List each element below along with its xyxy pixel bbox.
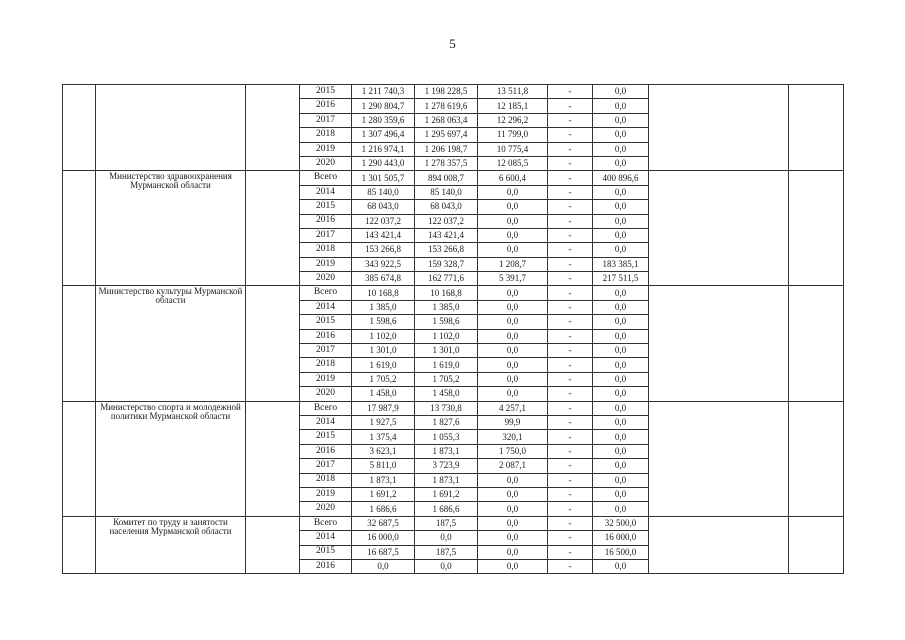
federal-budget-cell: 0,0 [478, 228, 548, 242]
period-cell: 2019 [300, 487, 352, 501]
regional-budget-cell: 0,0 [415, 531, 478, 545]
local-budget-cell: - [548, 358, 593, 372]
period-cell: 2020 [300, 502, 352, 516]
total-amount-cell: 0,0 [352, 559, 415, 573]
period-cell: 2017 [300, 344, 352, 358]
total-amount-cell: 1 301,0 [352, 344, 415, 358]
total-amount-cell: 1 458,0 [352, 387, 415, 401]
total-amount-cell: 1 385,0 [352, 300, 415, 314]
local-budget-cell: - [548, 329, 593, 343]
period-cell: 2016 [300, 329, 352, 343]
federal-budget-cell: 0,0 [478, 185, 548, 199]
local-budget-cell: - [548, 559, 593, 573]
result-column-cell [649, 171, 789, 286]
local-budget-cell: - [548, 344, 593, 358]
federal-budget-cell: 1 750,0 [478, 444, 548, 458]
period-cell: Всего [300, 516, 352, 530]
federal-budget-cell: 0,0 [478, 387, 548, 401]
regional-budget-cell: 1 295 697,4 [415, 128, 478, 142]
total-amount-cell: 1 619,0 [352, 358, 415, 372]
table-row [63, 171, 844, 185]
period-cell: 2014 [300, 531, 352, 545]
organization-cell: Комитет по труду и занятости населения Мурманской области [96, 516, 246, 574]
total-amount-cell: 85 140,0 [352, 185, 415, 199]
local-budget-cell: - [548, 545, 593, 559]
federal-budget-cell: 0,0 [478, 372, 548, 386]
table-row [63, 516, 844, 530]
period-cell: 2015 [300, 430, 352, 444]
local-budget-cell: - [548, 85, 593, 99]
period-cell: 2015 [300, 200, 352, 214]
local-budget-cell: - [548, 473, 593, 487]
other-sources-cell: 0,0 [593, 200, 649, 214]
regional-budget-cell: 187,5 [415, 516, 478, 530]
federal-budget-cell: 0,0 [478, 300, 548, 314]
total-amount-cell: 1 598,6 [352, 315, 415, 329]
other-sources-cell: 0,0 [593, 156, 649, 170]
other-sources-cell: 32 500,0 [593, 516, 649, 530]
total-amount-cell: 1 873,1 [352, 473, 415, 487]
total-amount-cell: 1 686,6 [352, 502, 415, 516]
total-amount-cell: 1 290 804,7 [352, 99, 415, 113]
other-sources-cell: 217 511,5 [593, 272, 649, 286]
result-column-cell [649, 85, 789, 171]
federal-budget-cell: 4 257,1 [478, 401, 548, 415]
regional-budget-cell: 13 730,8 [415, 401, 478, 415]
period-cell: 2015 [300, 85, 352, 99]
regional-budget-cell: 1 198 228,5 [415, 85, 478, 99]
local-budget-cell: - [548, 444, 593, 458]
other-sources-cell: 0,0 [593, 444, 649, 458]
row-number-cell [63, 85, 96, 171]
local-budget-cell: - [548, 315, 593, 329]
federal-budget-cell: 12 085,5 [478, 156, 548, 170]
other-sources-cell: 0,0 [593, 300, 649, 314]
federal-budget-cell: 1 208,7 [478, 257, 548, 271]
federal-budget-cell: 10 775,4 [478, 142, 548, 156]
period-cell: 2019 [300, 257, 352, 271]
federal-budget-cell: 99,9 [478, 415, 548, 429]
period-cell: 2018 [300, 128, 352, 142]
local-budget-cell: - [548, 401, 593, 415]
period-cell: 2018 [300, 243, 352, 257]
regional-budget-cell: 162 771,6 [415, 272, 478, 286]
other-sources-cell: 0,0 [593, 401, 649, 415]
total-amount-cell: 1 691,2 [352, 487, 415, 501]
federal-budget-cell: 0,0 [478, 200, 548, 214]
local-budget-cell: - [548, 142, 593, 156]
other-sources-cell: 0,0 [593, 113, 649, 127]
federal-budget-cell: 13 511,8 [478, 85, 548, 99]
other-sources-cell: 0,0 [593, 415, 649, 429]
other-sources-cell: 183 385,1 [593, 257, 649, 271]
regional-budget-cell: 1 301,0 [415, 344, 478, 358]
blank-column-cell [246, 85, 300, 171]
federal-budget-cell: 0,0 [478, 344, 548, 358]
regional-budget-cell: 1 873,1 [415, 473, 478, 487]
table-row [63, 401, 844, 415]
row-number-cell [63, 171, 96, 286]
period-cell: Всего [300, 171, 352, 185]
total-amount-cell: 153 266,8 [352, 243, 415, 257]
period-cell: 2016 [300, 99, 352, 113]
regional-budget-cell: 159 328,7 [415, 257, 478, 271]
local-budget-cell: - [548, 272, 593, 286]
local-budget-cell: - [548, 228, 593, 242]
row-number-cell [63, 286, 96, 401]
federal-budget-cell: 0,0 [478, 487, 548, 501]
regional-budget-cell: 1 598,6 [415, 315, 478, 329]
total-amount-cell: 1 102,0 [352, 329, 415, 343]
local-budget-cell: - [548, 430, 593, 444]
period-cell: 2020 [300, 156, 352, 170]
regional-budget-cell: 10 168,8 [415, 286, 478, 300]
federal-budget-cell: 0,0 [478, 531, 548, 545]
federal-budget-cell: 0,0 [478, 473, 548, 487]
period-cell: 2018 [300, 358, 352, 372]
total-amount-cell: 1 301 505,7 [352, 171, 415, 185]
last-column-cell [789, 516, 844, 574]
result-column-cell [649, 516, 789, 574]
total-amount-cell: 1 280 359,6 [352, 113, 415, 127]
other-sources-cell: 0,0 [593, 430, 649, 444]
last-column-cell [789, 171, 844, 286]
regional-budget-cell: 1 278 357,5 [415, 156, 478, 170]
blank-column-cell [246, 516, 300, 574]
total-amount-cell: 1 290 443,0 [352, 156, 415, 170]
regional-budget-cell: 0,0 [415, 559, 478, 573]
regional-budget-cell: 85 140,0 [415, 185, 478, 199]
local-budget-cell: - [548, 415, 593, 429]
federal-budget-cell: 12 185,1 [478, 99, 548, 113]
regional-budget-cell: 1 686,6 [415, 502, 478, 516]
regional-budget-cell: 1 206 198,7 [415, 142, 478, 156]
other-sources-cell: 0,0 [593, 185, 649, 199]
period-cell: 2015 [300, 545, 352, 559]
blank-column-cell [246, 286, 300, 401]
period-cell: Всего [300, 286, 352, 300]
other-sources-cell: 0,0 [593, 329, 649, 343]
total-amount-cell: 16 000,0 [352, 531, 415, 545]
regional-budget-cell: 894 008,7 [415, 171, 478, 185]
period-cell: 2017 [300, 113, 352, 127]
local-budget-cell: - [548, 286, 593, 300]
total-amount-cell: 1 927,5 [352, 415, 415, 429]
regional-budget-cell: 1 619,0 [415, 358, 478, 372]
period-cell: 2018 [300, 473, 352, 487]
other-sources-cell: 16 000,0 [593, 531, 649, 545]
local-budget-cell: - [548, 214, 593, 228]
federal-budget-cell: 0,0 [478, 315, 548, 329]
local-budget-cell: - [548, 257, 593, 271]
local-budget-cell: - [548, 243, 593, 257]
regional-budget-cell: 1 691,2 [415, 487, 478, 501]
last-column-cell [789, 286, 844, 401]
federal-budget-cell: 0,0 [478, 243, 548, 257]
budget-table [62, 84, 844, 574]
total-amount-cell: 5 811,0 [352, 459, 415, 473]
regional-budget-cell: 153 266,8 [415, 243, 478, 257]
total-amount-cell: 17 987,9 [352, 401, 415, 415]
period-cell: 2019 [300, 372, 352, 386]
other-sources-cell: 0,0 [593, 459, 649, 473]
other-sources-cell: 0,0 [593, 99, 649, 113]
table-body [63, 85, 844, 574]
local-budget-cell: - [548, 387, 593, 401]
regional-budget-cell: 1 873,1 [415, 444, 478, 458]
total-amount-cell: 10 168,8 [352, 286, 415, 300]
other-sources-cell: 0,0 [593, 473, 649, 487]
period-cell: 2019 [300, 142, 352, 156]
local-budget-cell: - [548, 516, 593, 530]
federal-budget-cell: 5 391,7 [478, 272, 548, 286]
federal-budget-cell: 0,0 [478, 329, 548, 343]
regional-budget-cell: 1 102,0 [415, 329, 478, 343]
period-cell: 2015 [300, 315, 352, 329]
regional-budget-cell: 143 421,4 [415, 228, 478, 242]
total-amount-cell: 1 216 974,1 [352, 142, 415, 156]
other-sources-cell: 16 500,0 [593, 545, 649, 559]
regional-budget-cell: 1 458,0 [415, 387, 478, 401]
local-budget-cell: - [548, 99, 593, 113]
other-sources-cell: 0,0 [593, 228, 649, 242]
period-cell: 2017 [300, 459, 352, 473]
other-sources-cell: 400 896,6 [593, 171, 649, 185]
local-budget-cell: - [548, 487, 593, 501]
local-budget-cell: - [548, 300, 593, 314]
result-column-cell [649, 286, 789, 401]
period-cell: 2017 [300, 228, 352, 242]
regional-budget-cell: 3 723,9 [415, 459, 478, 473]
federal-budget-cell: 320,1 [478, 430, 548, 444]
page-number: 5 [449, 36, 456, 51]
local-budget-cell: - [548, 171, 593, 185]
organization-cell: Министерство культуры Мурманской области [96, 286, 246, 401]
local-budget-cell: - [548, 531, 593, 545]
blank-column-cell [246, 401, 300, 516]
regional-budget-cell: 1 055,3 [415, 430, 478, 444]
period-cell: 2014 [300, 185, 352, 199]
other-sources-cell: 0,0 [593, 128, 649, 142]
local-budget-cell: - [548, 372, 593, 386]
table-row [63, 286, 844, 300]
total-amount-cell: 3 623,1 [352, 444, 415, 458]
period-cell: 2014 [300, 415, 352, 429]
regional-budget-cell: 1 278 619,6 [415, 99, 478, 113]
period-cell: 2020 [300, 272, 352, 286]
last-column-cell [789, 85, 844, 171]
total-amount-cell: 32 687,5 [352, 516, 415, 530]
local-budget-cell: - [548, 156, 593, 170]
organization-cell: Министерство спорта и молодежной политики Мурманской области [96, 401, 246, 516]
period-cell: 2016 [300, 559, 352, 573]
federal-budget-cell: 0,0 [478, 286, 548, 300]
blank-column-cell [246, 171, 300, 286]
total-amount-cell: 16 687,5 [352, 545, 415, 559]
local-budget-cell: - [548, 113, 593, 127]
other-sources-cell: 0,0 [593, 214, 649, 228]
total-amount-cell: 1 211 740,3 [352, 85, 415, 99]
federal-budget-cell: 0,0 [478, 358, 548, 372]
period-cell: 2014 [300, 300, 352, 314]
row-number-cell [63, 401, 96, 516]
other-sources-cell: 0,0 [593, 85, 649, 99]
total-amount-cell: 1 375,4 [352, 430, 415, 444]
total-amount-cell: 1 307 496,4 [352, 128, 415, 142]
other-sources-cell: 0,0 [593, 372, 649, 386]
other-sources-cell: 0,0 [593, 559, 649, 573]
federal-budget-cell: 11 799,0 [478, 128, 548, 142]
organization-cell: Министерство здравоохранения Мурманской области [96, 171, 246, 286]
table-row [63, 85, 844, 99]
federal-budget-cell: 0,0 [478, 559, 548, 573]
federal-budget-cell: 6 600,4 [478, 171, 548, 185]
regional-budget-cell: 1 705,2 [415, 372, 478, 386]
other-sources-cell: 0,0 [593, 286, 649, 300]
other-sources-cell: 0,0 [593, 344, 649, 358]
other-sources-cell: 0,0 [593, 387, 649, 401]
local-budget-cell: - [548, 128, 593, 142]
regional-budget-cell: 1 827,6 [415, 415, 478, 429]
other-sources-cell: 0,0 [593, 487, 649, 501]
total-amount-cell: 343 922,5 [352, 257, 415, 271]
total-amount-cell: 68 043,0 [352, 200, 415, 214]
federal-budget-cell: 0,0 [478, 516, 548, 530]
total-amount-cell: 143 421,4 [352, 228, 415, 242]
other-sources-cell: 0,0 [593, 142, 649, 156]
row-number-cell [63, 516, 96, 574]
regional-budget-cell: 68 043,0 [415, 200, 478, 214]
other-sources-cell: 0,0 [593, 315, 649, 329]
result-column-cell [649, 401, 789, 516]
regional-budget-cell: 1 268 063,4 [415, 113, 478, 127]
other-sources-cell: 0,0 [593, 358, 649, 372]
local-budget-cell: - [548, 200, 593, 214]
local-budget-cell: - [548, 502, 593, 516]
total-amount-cell: 122 037,2 [352, 214, 415, 228]
last-column-cell [789, 401, 844, 516]
period-cell: 2016 [300, 444, 352, 458]
federal-budget-cell: 0,0 [478, 214, 548, 228]
local-budget-cell: - [548, 459, 593, 473]
total-amount-cell: 385 674,8 [352, 272, 415, 286]
federal-budget-cell: 0,0 [478, 502, 548, 516]
period-cell: 2020 [300, 387, 352, 401]
regional-budget-cell: 187,5 [415, 545, 478, 559]
other-sources-cell: 0,0 [593, 502, 649, 516]
regional-budget-cell: 122 037,2 [415, 214, 478, 228]
total-amount-cell: 1 705,2 [352, 372, 415, 386]
organization-cell [96, 85, 246, 171]
federal-budget-cell: 2 087,1 [478, 459, 548, 473]
regional-budget-cell: 1 385,0 [415, 300, 478, 314]
federal-budget-cell: 12 296,2 [478, 113, 548, 127]
other-sources-cell: 0,0 [593, 243, 649, 257]
period-cell: Всего [300, 401, 352, 415]
federal-budget-cell: 0,0 [478, 545, 548, 559]
local-budget-cell: - [548, 185, 593, 199]
period-cell: 2016 [300, 214, 352, 228]
